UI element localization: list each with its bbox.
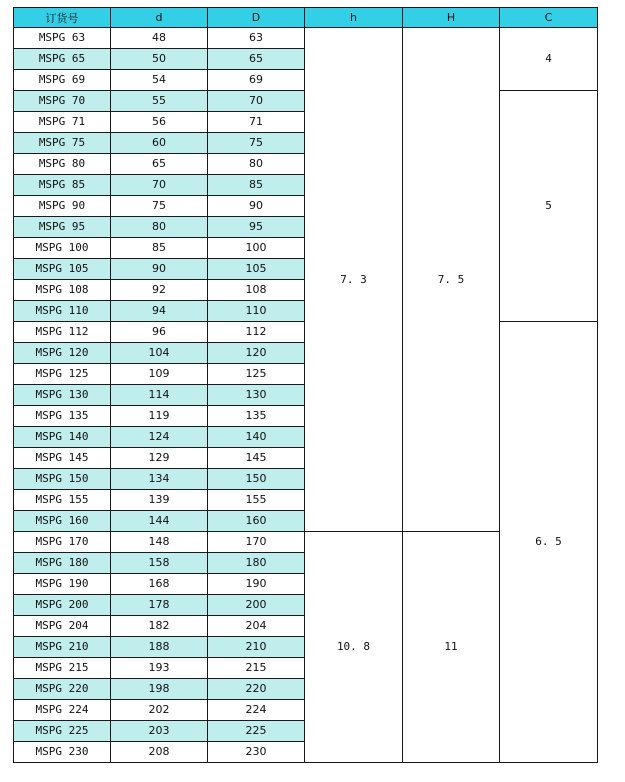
D-cell: 215 (208, 658, 305, 679)
d-cell: 144 (111, 511, 208, 532)
D-cell: 155 (208, 490, 305, 511)
D-cell: 120 (208, 343, 305, 364)
D-cell: 110 (208, 301, 305, 322)
order-number-cell: MSPG 95 (14, 217, 111, 238)
D-cell: 230 (208, 742, 305, 763)
order-number-cell: MSPG 170 (14, 532, 111, 553)
order-number-cell: MSPG 200 (14, 595, 111, 616)
header-h: h (305, 8, 403, 28)
header-C: C (500, 8, 598, 28)
H-value-cell: 7. 5 (403, 28, 500, 532)
d-cell: 193 (111, 658, 208, 679)
d-cell: 60 (111, 133, 208, 154)
d-cell: 188 (111, 637, 208, 658)
d-cell: 75 (111, 196, 208, 217)
D-cell: 63 (208, 28, 305, 49)
D-cell: 180 (208, 553, 305, 574)
D-cell: 112 (208, 322, 305, 343)
D-cell: 100 (208, 238, 305, 259)
order-number-cell: MSPG 210 (14, 637, 111, 658)
d-cell: 104 (111, 343, 208, 364)
order-number-cell: MSPG 204 (14, 616, 111, 637)
table-row (14, 28, 598, 49)
d-cell: 48 (111, 28, 208, 49)
order-number-cell: MSPG 230 (14, 742, 111, 763)
D-cell: 105 (208, 259, 305, 280)
D-cell: 225 (208, 721, 305, 742)
d-cell: 178 (111, 595, 208, 616)
table-body (14, 28, 598, 763)
order-number-cell: MSPG 224 (14, 700, 111, 721)
C-value-cell: 6. 5 (500, 322, 598, 763)
D-cell: 75 (208, 133, 305, 154)
order-number-cell: MSPG 75 (14, 133, 111, 154)
D-cell: 160 (208, 511, 305, 532)
d-cell: 148 (111, 532, 208, 553)
d-cell: 96 (111, 322, 208, 343)
D-cell: 145 (208, 448, 305, 469)
order-number-cell: MSPG 135 (14, 406, 111, 427)
header-H: H (403, 8, 500, 28)
C-value-cell: 5 (500, 91, 598, 322)
D-cell: 70 (208, 91, 305, 112)
spec-table (13, 7, 598, 763)
order-number-cell: MSPG 70 (14, 91, 111, 112)
header-D: D (208, 8, 305, 28)
d-cell: 80 (111, 217, 208, 238)
d-cell: 56 (111, 112, 208, 133)
d-cell: 109 (111, 364, 208, 385)
order-number-cell: MSPG 112 (14, 322, 111, 343)
order-number-cell: MSPG 65 (14, 49, 111, 70)
order-number-cell: MSPG 190 (14, 574, 111, 595)
D-cell: 220 (208, 679, 305, 700)
header-order-number: 订货号 (14, 8, 111, 28)
d-cell: 158 (111, 553, 208, 574)
D-cell: 224 (208, 700, 305, 721)
order-number-cell: MSPG 225 (14, 721, 111, 742)
d-cell: 202 (111, 700, 208, 721)
D-cell: 95 (208, 217, 305, 238)
d-cell: 65 (111, 154, 208, 175)
order-number-cell: MSPG 145 (14, 448, 111, 469)
order-number-cell: MSPG 69 (14, 70, 111, 91)
d-cell: 198 (111, 679, 208, 700)
order-number-cell: MSPG 220 (14, 679, 111, 700)
D-cell: 90 (208, 196, 305, 217)
D-cell: 130 (208, 385, 305, 406)
order-number-cell: MSPG 63 (14, 28, 111, 49)
d-cell: 114 (111, 385, 208, 406)
order-number-cell: MSPG 155 (14, 490, 111, 511)
d-cell: 50 (111, 49, 208, 70)
D-cell: 210 (208, 637, 305, 658)
h-value-cell: 7. 3 (305, 28, 403, 532)
d-cell: 92 (111, 280, 208, 301)
order-number-cell: MSPG 90 (14, 196, 111, 217)
order-number-cell: MSPG 180 (14, 553, 111, 574)
order-number-cell: MSPG 215 (14, 658, 111, 679)
order-number-cell: MSPG 105 (14, 259, 111, 280)
order-number-cell: MSPG 80 (14, 154, 111, 175)
D-cell: 69 (208, 70, 305, 91)
order-number-cell: MSPG 130 (14, 385, 111, 406)
D-cell: 150 (208, 469, 305, 490)
D-cell: 71 (208, 112, 305, 133)
header-d: d (111, 8, 208, 28)
order-number-cell: MSPG 71 (14, 112, 111, 133)
d-cell: 85 (111, 238, 208, 259)
order-number-cell: MSPG 150 (14, 469, 111, 490)
D-cell: 108 (208, 280, 305, 301)
d-cell: 119 (111, 406, 208, 427)
d-cell: 139 (111, 490, 208, 511)
header-row (14, 8, 598, 28)
D-cell: 190 (208, 574, 305, 595)
d-cell: 134 (111, 469, 208, 490)
d-cell: 70 (111, 175, 208, 196)
d-cell: 203 (111, 721, 208, 742)
D-cell: 125 (208, 364, 305, 385)
d-cell: 182 (111, 616, 208, 637)
d-cell: 129 (111, 448, 208, 469)
order-number-cell: MSPG 110 (14, 301, 111, 322)
C-value-cell: 4 (500, 28, 598, 91)
d-cell: 54 (111, 70, 208, 91)
D-cell: 200 (208, 595, 305, 616)
d-cell: 94 (111, 301, 208, 322)
d-cell: 168 (111, 574, 208, 595)
order-number-cell: MSPG 100 (14, 238, 111, 259)
D-cell: 85 (208, 175, 305, 196)
D-cell: 80 (208, 154, 305, 175)
order-number-cell: MSPG 85 (14, 175, 111, 196)
d-cell: 90 (111, 259, 208, 280)
d-cell: 124 (111, 427, 208, 448)
order-number-cell: MSPG 120 (14, 343, 111, 364)
d-cell: 55 (111, 91, 208, 112)
order-number-cell: MSPG 108 (14, 280, 111, 301)
D-cell: 135 (208, 406, 305, 427)
h-value-cell: 10. 8 (305, 532, 403, 763)
order-number-cell: MSPG 125 (14, 364, 111, 385)
D-cell: 170 (208, 532, 305, 553)
order-number-cell: MSPG 140 (14, 427, 111, 448)
D-cell: 204 (208, 616, 305, 637)
D-cell: 140 (208, 427, 305, 448)
d-cell: 208 (111, 742, 208, 763)
D-cell: 65 (208, 49, 305, 70)
order-number-cell: MSPG 160 (14, 511, 111, 532)
H-value-cell: 11 (403, 532, 500, 763)
